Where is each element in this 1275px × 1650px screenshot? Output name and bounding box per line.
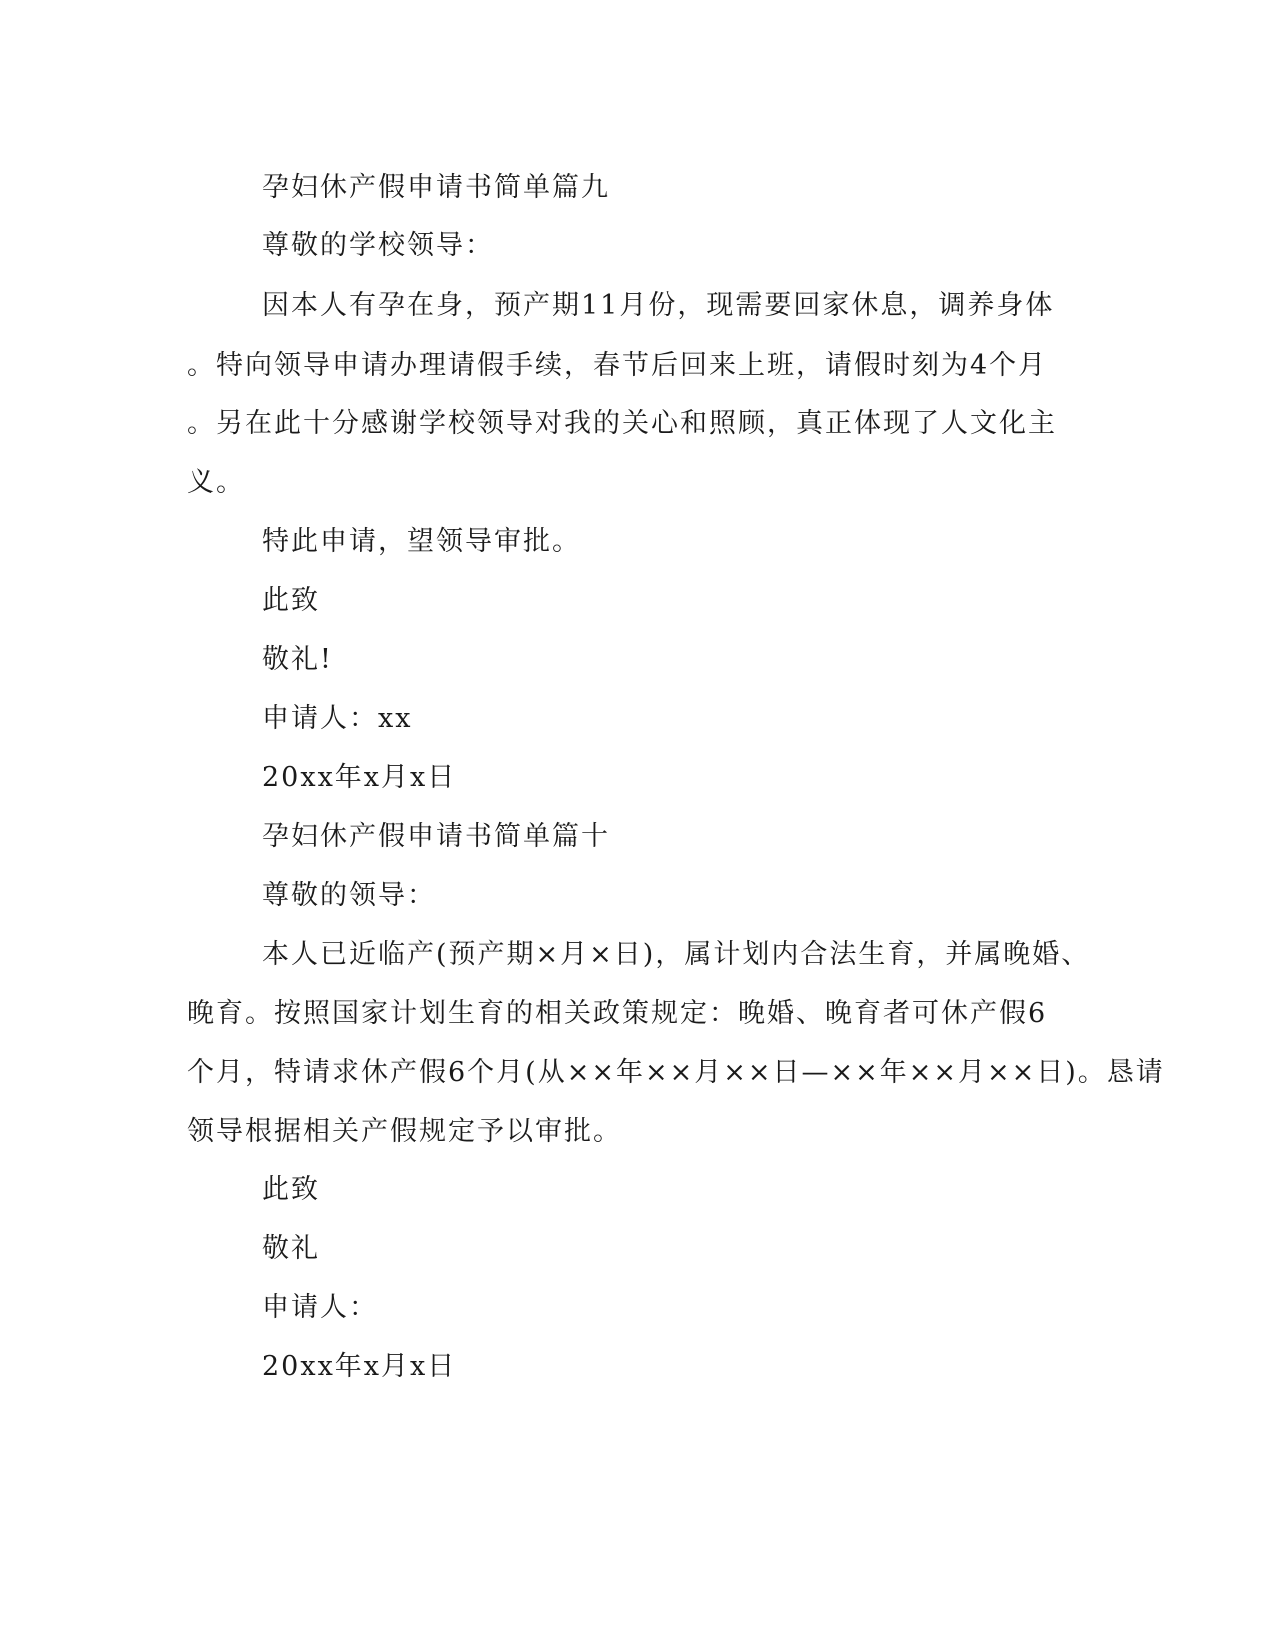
section-9-body-line-1: 因本人有孕在身，预产期11月份，现需要回家休息，调养身体 xyxy=(262,290,1055,321)
section-10-body-line-2: 晚育。按照国家计划生育的相关政策规定：晚婚、晚育者可休产假6 xyxy=(187,998,1048,1029)
section-10-title: 孕妇休产假申请书简单篇十 xyxy=(262,821,610,852)
section-9-request: 特此申请，望领导审批。 xyxy=(262,526,581,557)
section-9-body-line-3: 。另在此十分感谢学校领导对我的关心和照顾，真正体现了人文化主 xyxy=(187,408,1057,439)
section-9-date: 20xx年x月x日 xyxy=(262,762,457,793)
section-9-salutation: 尊敬的学校领导： xyxy=(262,230,494,261)
section-9-title: 孕妇休产假申请书简单篇九 xyxy=(262,172,610,203)
section-10-body-line-1: 本人已近临产(预产期×月×日)，属计划内合法生育，并属晚婚、 xyxy=(262,939,1091,970)
section-9-closing-2: 敬礼! xyxy=(262,644,333,675)
section-10-applicant: 申请人： xyxy=(262,1292,378,1323)
section-9-body-line-4: 义。 xyxy=(187,467,245,498)
section-9-body-line-2: 。特向领导申请办理请假手续，春节后回来上班，请假时刻为4个月 xyxy=(187,350,1048,381)
section-10-closing-2: 敬礼 xyxy=(262,1233,320,1264)
section-9-closing-1: 此致 xyxy=(262,585,320,616)
section-10-salutation: 尊敬的领导： xyxy=(262,880,436,911)
section-10-body-line-3: 个月，特请求休产假6个月(从××年××月××日—××年××月××日)。恳请 xyxy=(187,1057,1165,1088)
section-9-applicant: 申请人：xx xyxy=(262,703,413,734)
section-10-closing-1: 此致 xyxy=(262,1174,320,1205)
section-10-body-line-4: 领导根据相关产假规定予以审批。 xyxy=(187,1116,622,1147)
section-10-date: 20xx年x月x日 xyxy=(262,1351,457,1382)
